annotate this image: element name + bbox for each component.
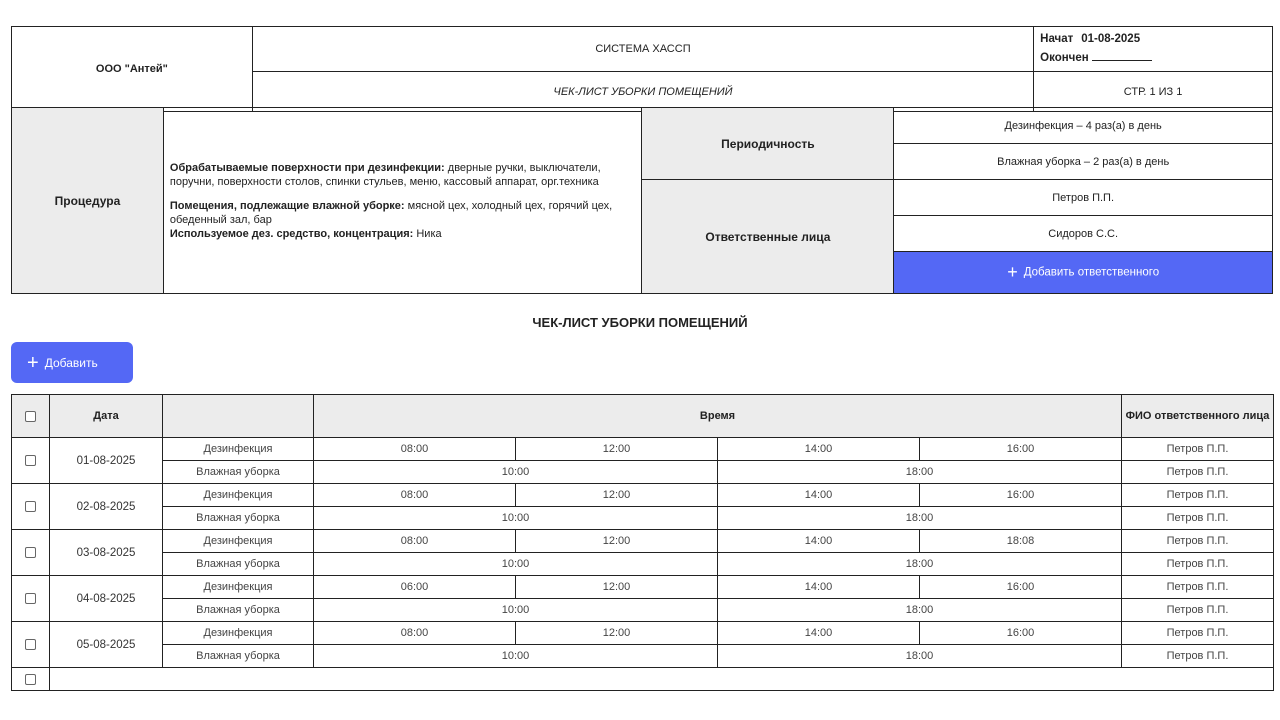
- row-select-cell: [12, 530, 50, 576]
- row-checkbox[interactable]: [25, 639, 36, 650]
- row-fio[interactable]: Петров П.П.: [1122, 461, 1274, 484]
- row-checkbox[interactable]: [25, 593, 36, 604]
- table-row: [12, 599, 1274, 622]
- rooms-text: мясной цех, холодный цех, горячий цех, обеденный зал, бар: [169, 199, 613, 226]
- row-fio[interactable]: Петров П.П.: [1122, 438, 1274, 461]
- table-row: [12, 553, 1274, 576]
- add-responsible-label: Добавить ответственного: [1023, 266, 1160, 279]
- plus-icon: +: [1007, 262, 1018, 282]
- row-select-cell: [12, 438, 50, 484]
- row-select-cell: [12, 622, 50, 668]
- periodicity-disinfection: Дезинфекция – 4 раз(а) в день: [894, 108, 1273, 144]
- row-time[interactable]: 18:08: [920, 530, 1122, 553]
- page-number: СТР. 1 ИЗ 1: [1034, 72, 1273, 112]
- row-time[interactable]: 08:00: [314, 530, 516, 553]
- row-type-disinfection: Дезинфекция: [163, 438, 314, 461]
- row-time[interactable]: 18:00: [718, 599, 1122, 622]
- row-type-wet-cleaning: Влажная уборка: [163, 461, 314, 484]
- table-row: [12, 530, 1274, 553]
- row-fio[interactable]: Петров П.П.: [1122, 553, 1274, 576]
- row-time[interactable]: 12:00: [516, 484, 718, 507]
- add-button[interactable]: [11, 342, 133, 383]
- responsible-person-1[interactable]: Петров П.П.: [894, 180, 1273, 216]
- table-row: [12, 622, 1274, 645]
- table-row: [12, 438, 1274, 461]
- row-time[interactable]: 10:00: [314, 461, 718, 484]
- column-header-fio: ФИО ответственного лица: [1122, 395, 1274, 438]
- row-time[interactable]: 08:00: [314, 622, 516, 645]
- row-type-disinfection: Дезинфекция: [163, 622, 314, 645]
- table-row: [12, 507, 1274, 530]
- row-time[interactable]: 12:00: [516, 576, 718, 599]
- table-row: [12, 576, 1274, 599]
- row-select-cell: [12, 576, 50, 622]
- agent-text: Ника: [413, 227, 442, 240]
- row-fio[interactable]: Петров П.П.: [1122, 507, 1274, 530]
- row-checkbox[interactable]: [25, 547, 36, 558]
- finished-blank: [1092, 51, 1152, 61]
- periodicity-wet-cleaning: Влажная уборка – 2 раз(а) в день: [894, 144, 1273, 180]
- table-row: [12, 461, 1274, 484]
- row-time[interactable]: 14:00: [718, 484, 920, 507]
- row-fio[interactable]: Петров П.П.: [1122, 484, 1274, 507]
- row-type-wet-cleaning: Влажная уборка: [163, 507, 314, 530]
- procedure-block: [11, 107, 1273, 294]
- row-fio[interactable]: Петров П.П.: [1122, 576, 1274, 599]
- row-time[interactable]: 10:00: [314, 507, 718, 530]
- row-fio[interactable]: Петров П.П.: [1122, 599, 1274, 622]
- finished-label: Окончен: [1040, 52, 1089, 64]
- row-time[interactable]: 08:00: [314, 438, 516, 461]
- row-checkbox[interactable]: [25, 674, 36, 685]
- periodicity-label: Периодичность: [642, 108, 894, 180]
- checklist-title: ЧЕК-ЛИСТ УБОРКИ ПОМЕЩЕНИЙ: [252, 72, 1033, 112]
- plus-icon: +: [27, 351, 39, 374]
- row-type-disinfection: Дезинфекция: [163, 484, 314, 507]
- row-time[interactable]: 12:00: [516, 438, 718, 461]
- column-header-date: Дата: [50, 395, 163, 438]
- row-time[interactable]: 10:00: [314, 645, 718, 668]
- start-end-dates: [1034, 27, 1273, 72]
- row-time[interactable]: 18:00: [718, 645, 1122, 668]
- surfaces-label: Обрабатываемые поверхности при дезинфекции:: [169, 161, 445, 174]
- add-button-label: Добавить: [44, 355, 98, 370]
- row-select-cell: [12, 484, 50, 530]
- table-row: [12, 645, 1274, 668]
- add-responsible-button[interactable]: [894, 252, 1273, 294]
- table-row: [12, 484, 1274, 507]
- row-time[interactable]: 14:00: [718, 622, 920, 645]
- document-header: [11, 26, 1273, 112]
- row-time[interactable]: 14:00: [718, 530, 920, 553]
- row-time[interactable]: 16:00: [920, 484, 1122, 507]
- responsible-person-2[interactable]: Сидоров С.С.: [894, 216, 1273, 252]
- row-time[interactable]: 12:00: [516, 530, 718, 553]
- row-time[interactable]: 08:00: [314, 484, 516, 507]
- empty-row-cell: [50, 668, 1274, 691]
- organization-name: ООО "Антей": [12, 27, 253, 112]
- row-time[interactable]: 18:00: [718, 507, 1122, 530]
- procedure-label: Процедура: [12, 108, 164, 294]
- row-fio[interactable]: Петров П.П.: [1122, 622, 1274, 645]
- row-time[interactable]: 18:00: [718, 553, 1122, 576]
- started-value: 01-08-2025: [1081, 33, 1141, 45]
- rooms-label: Помещения, подлежащие влажной уборке:: [169, 199, 405, 212]
- table-header-row: [12, 395, 1274, 438]
- row-time[interactable]: 16:00: [920, 622, 1122, 645]
- column-header-time: Время: [314, 395, 1122, 438]
- row-select-cell: [12, 668, 50, 691]
- surfaces-text: дверные ручки, выключатели, поручни, поверхности столов, спинки стульев, меню, кассовый аппарат, орг.техника: [169, 161, 601, 188]
- row-time[interactable]: 12:00: [516, 622, 718, 645]
- procedure-description: [163, 108, 642, 294]
- row-fio[interactable]: Петров П.П.: [1122, 530, 1274, 553]
- row-time[interactable]: 14:00: [718, 576, 920, 599]
- row-type-disinfection: Дезинфекция: [163, 530, 314, 553]
- select-all-checkbox[interactable]: [25, 411, 36, 422]
- row-date[interactable]: 05-08-2025: [50, 622, 163, 668]
- row-fio[interactable]: Петров П.П.: [1122, 645, 1274, 668]
- table-row-empty: [12, 668, 1274, 691]
- column-header-type: [163, 395, 314, 438]
- row-time[interactable]: 10:00: [314, 599, 718, 622]
- row-type-wet-cleaning: Влажная уборка: [163, 553, 314, 576]
- responsible-label: Ответственные лица: [642, 180, 894, 294]
- select-all-cell: [12, 395, 50, 438]
- row-date[interactable]: 01-08-2025: [50, 438, 163, 484]
- row-time[interactable]: 14:00: [718, 438, 920, 461]
- row-date[interactable]: 04-08-2025: [50, 576, 163, 622]
- row-type-disinfection: Дезинфекция: [163, 576, 314, 599]
- row-date[interactable]: 03-08-2025: [50, 530, 163, 576]
- row-time[interactable]: 16:00: [920, 576, 1122, 599]
- row-time[interactable]: 16:00: [920, 438, 1122, 461]
- row-date[interactable]: 02-08-2025: [50, 484, 163, 530]
- started-label: Начат: [1040, 33, 1074, 45]
- row-type-wet-cleaning: Влажная уборка: [163, 599, 314, 622]
- row-time[interactable]: 10:00: [314, 553, 718, 576]
- row-checkbox[interactable]: [25, 455, 36, 466]
- row-type-wet-cleaning: Влажная уборка: [163, 645, 314, 668]
- row-time[interactable]: 18:00: [718, 461, 1122, 484]
- system-title: СИСТЕМА ХАССП: [252, 27, 1033, 72]
- checklist-table: [11, 394, 1274, 691]
- row-checkbox[interactable]: [25, 501, 36, 512]
- list-title: ЧЕК-ЛИСТ УБОРКИ ПОМЕЩЕНИЙ: [532, 315, 748, 330]
- row-time[interactable]: 06:00: [314, 576, 516, 599]
- agent-label: Используемое дез. средство, концентрация:: [169, 227, 414, 240]
